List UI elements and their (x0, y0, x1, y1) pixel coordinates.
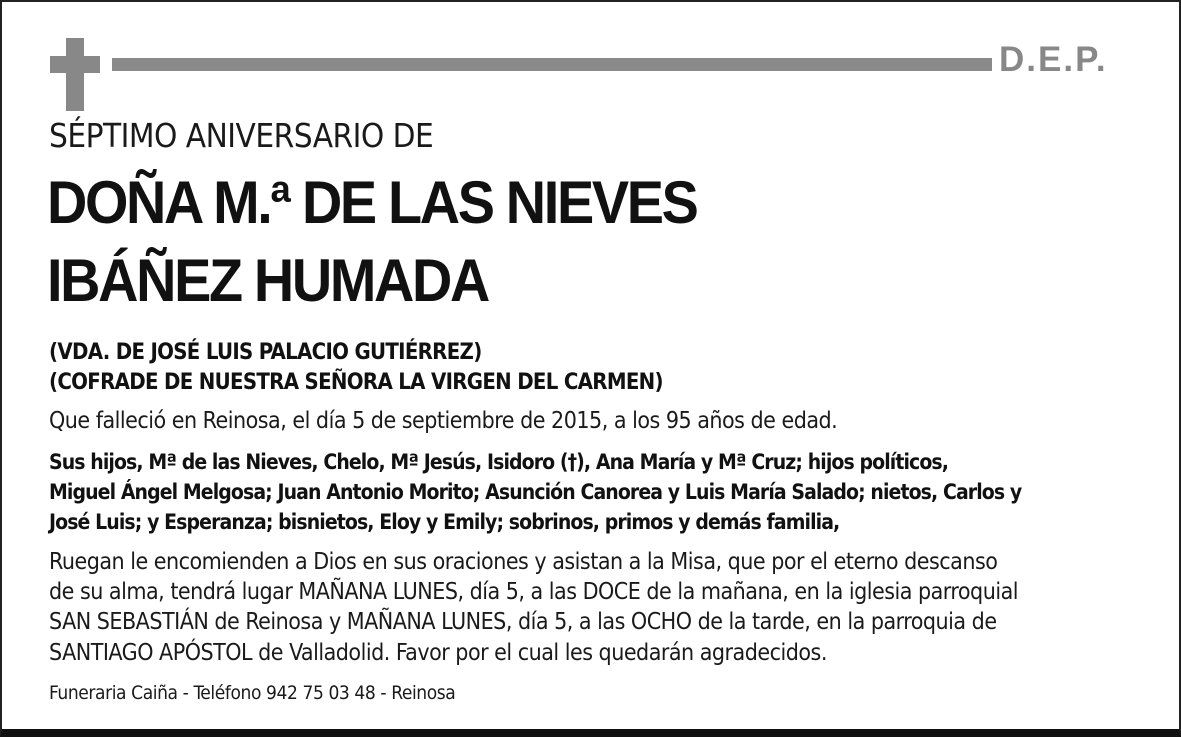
cross-vertical-bar (66, 38, 84, 111)
header-rule (112, 58, 992, 71)
cross-horizontal-bar (50, 56, 100, 73)
family-line: Sus hijos, Mª de las Nieves, Chelo, Mª Jesús, Isidoro (†), Ana María y Mª Cruz; hijos políticos, (49, 450, 949, 474)
prayer-line: Ruegan le encomienden a Dios en sus oraciones y asistan a la Misa, que por el eterno descanso (49, 549, 998, 575)
family-line: Miguel Ángel Melgosa; Juan Antonio Morito; Asunción Canorea y Luis María Salado; nietos, Carlos y (49, 480, 1022, 504)
prayer-line: SANTIAGO APÓSTOL de Valladolid. Favor por el cual les quedarán agradecidos. (49, 640, 827, 666)
funeral-home-footer: Funeraria Caiña - Teléfono 942 75 03 48 - Reinosa (49, 682, 456, 704)
prayer-line: de su alma, tendrá lugar MAÑANA LUNES, día 5, a las DOCE de la mañana, en la iglesia parroquial (49, 579, 1018, 605)
deceased-name-line-1: DOÑA M.ª DE LAS NIEVES (47, 169, 697, 236)
dep-label: D.E.P. (999, 40, 1108, 79)
death-info-line: Que falleció en Reinosa, el día 5 de septiembre de 2015, a los 95 años de edad. (49, 408, 838, 434)
family-line: José Luis; y Esperanza; bisnietos, Eloy y Emily; sobrinos, primos y demás familia, (49, 510, 840, 534)
prayer-line: SAN SEBASTIÁN de Reinosa y MAÑANA LUNES, día 5, a las OCHO de la tarde, en la parroquia de (49, 609, 997, 635)
cofrade-subtitle: (COFRADE DE NUESTRA SEÑORA LA VIRGEN DEL CARMEN) (49, 370, 663, 395)
deceased-name-line-2: IBÁÑEZ HUMADA (47, 247, 488, 314)
anniversary-heading: SÉPTIMO ANIVERSARIO DE (49, 116, 434, 155)
widow-subtitle: (VDA. DE JOSÉ LUIS PALACIO GUTIÉRREZ) (49, 340, 482, 365)
